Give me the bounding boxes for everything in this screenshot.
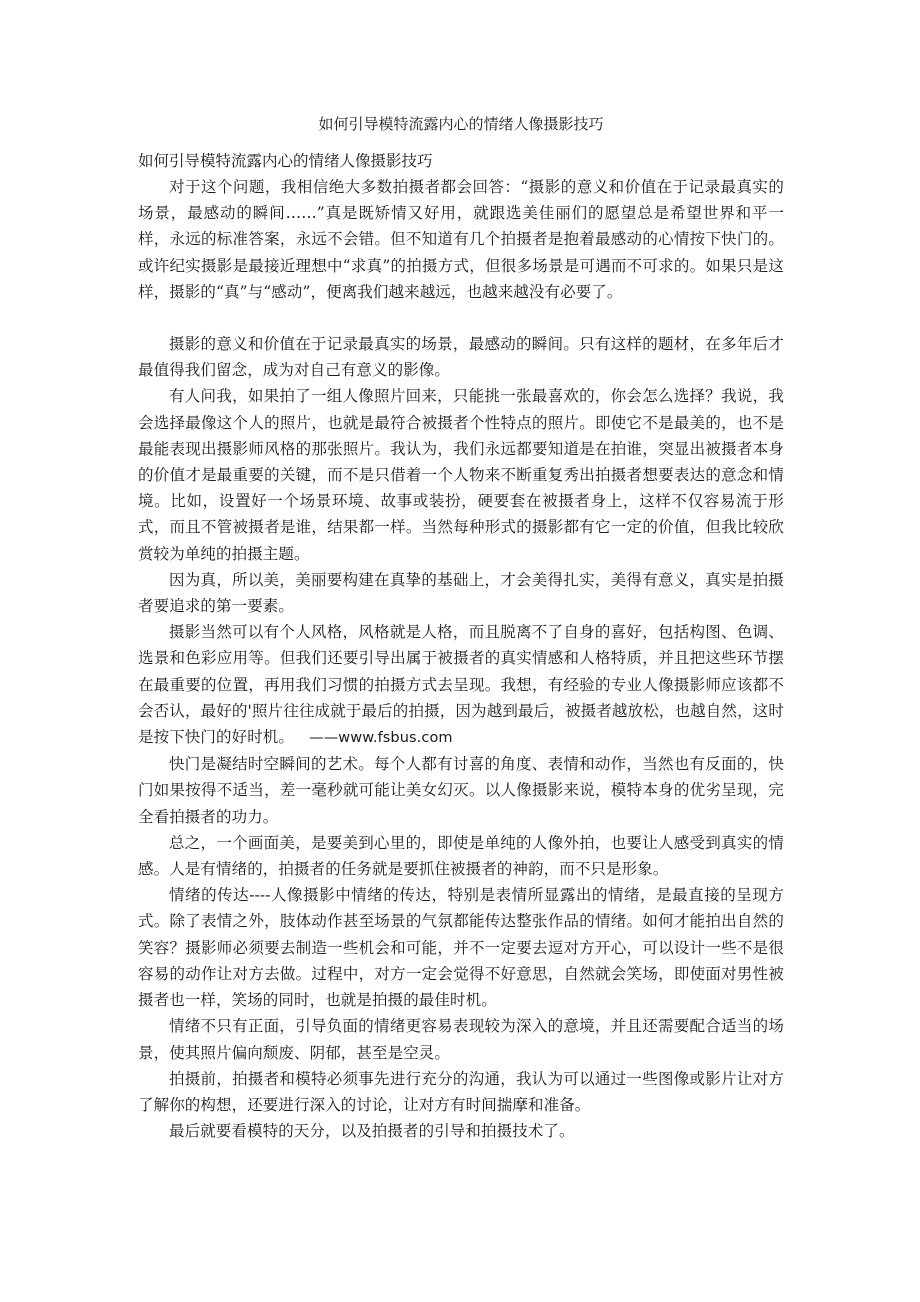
source-link-text: ——www.fsbus.com [309, 730, 453, 747]
document-subtitle: 如何引导模特流露内心的情绪人像摄影技巧 [138, 152, 433, 170]
paragraph: 拍摄前，拍摄者和模特必须事先进行充分的沟通，我认为可以通过一些图像或影片让对方了解你的构想，还要进行深入的讨论，让对方有时间揣摩和准备。 [138, 1069, 784, 1114]
document-page [138, 114, 784, 1144]
paragraph: 快门是凝结时空瞬间的艺术。每个人都有讨喜的角度、表情和动作，当然也有反面的，快门如果按得不适当，差一毫秒就可能让美女幻灭。以人像摄影来说，模特本身的优劣呈现，完全看拍摄者的功力。 [138, 755, 784, 826]
blank-line [138, 305, 784, 331]
paragraph: 因为真，所以美，美丽要构建在真挚的基础上，才会美得扎实，美得有意义，真实是拍摄者要追求的第一要素。 [138, 570, 784, 616]
paragraph: 摄影的意义和价值在于记录最真实的场景，最感动的瞬间。只有这样的题材，在多年后才最值得我们留念，成为对自己有意义的影像。 [138, 335, 784, 380]
document-title: 如何引导模特流露内心的情绪人像摄影技巧 [318, 115, 604, 133]
paragraph-text: 摄影当然可以有个人风格，风格就是人格，而且脱离不了自身的喜好，包括构图、色调、选景和色彩应用等。但我们还要引导出属于被摄者的真实情感和人格特质，并且把这些环节摆在最重要的位置，再用我们习惯的拍摄方式去呈现。我想，有经验的专业人像摄影师应该都不会否认，最好的'照片往往成就于最后的拍摄，因为越到最后，被摄者越放松，也越自然，这时是按下快门的好时机。 [138, 623, 784, 747]
paragraph: 情绪不只有正面，引导负面的情绪更容易表现较为深入的意境，并且还需要配合适当的场景，使其照片偏向颓废、阴郁，甚至是空灵。 [138, 1017, 784, 1062]
paragraph: 对于这个问题，我相信绝大多数拍摄者都会回答：“摄影的意义和价值在于记录最真实的场景，最感动的瞬间……”真是既矫情又好用，就跟选美佳丽们的愿望总是希望世界和平一样，永远的标准答案，永远不会错。但不知道有几个拍摄者是抱着最感动的心情按下快门的。或许纪实摄影是最接近理想中“求真”的拍摄方式，但很多场景是可遇而不可求的。如果只是这样，摄影的“真”与“感动”，便离我们越来越远，也越来越没有必要了。 [138, 178, 784, 301]
paragraph: 情绪的传达----人像摄影中情绪的传达，特别是表情所显露出的情绪，是最直接的呈现方式。除了表情之外，肢体动作甚至场景的气氛都能传达整张作品的情绪。如何才能拍出自然的笑容？摄影师必须要去制造一些机会和可能，并不一定要去逗对方开心，可以设计一些不是很容易的动作让对方去做。过程中，对方一定会觉得不好意思，自然就会笑场，即使面对男性被摄者也一样，笑场的同时，也就是拍摄的最佳时机。 [138, 886, 784, 1010]
paragraph-with-source [138, 619, 784, 751]
paragraph: 总之，一个画面美，是要美到心里的，即使是单纯的人像外拍，也要让人感受到真实的情感。人是有情绪的，拍摄者的任务就是要抓住被摄者的神韵，而不只是形象。 [138, 833, 784, 879]
paragraph: 有人问我，如果拍了一组人像照片回来，只能挑一张最喜欢的，你会怎么选择？我说，我会选择最像这个人的照片，也就是最符合被摄者个性特点的照片。即使它不是最美的，也不是最能表现出摄影师风格的那张照片。我认为，我们永远都要知道是在拍谁，突显出被摄者本身的价值才是最重要的关键，而不是只借着一个人物来不断重复秀出拍摄者想要表达的意念和情境。比如，设置好一个场景环境、故事或装扮，硬要套在被摄者身上，这样不仅容易流于形式，而且不管被摄者是谁，结果都一样。当然每种形式的摄影都有它一定的价值，但我比较欣赏较为单纯的拍摄主题。 [138, 387, 784, 563]
paragraph: 最后就要看模特的天分，以及拍摄者的引导和拍摄技术了。 [169, 1122, 575, 1141]
